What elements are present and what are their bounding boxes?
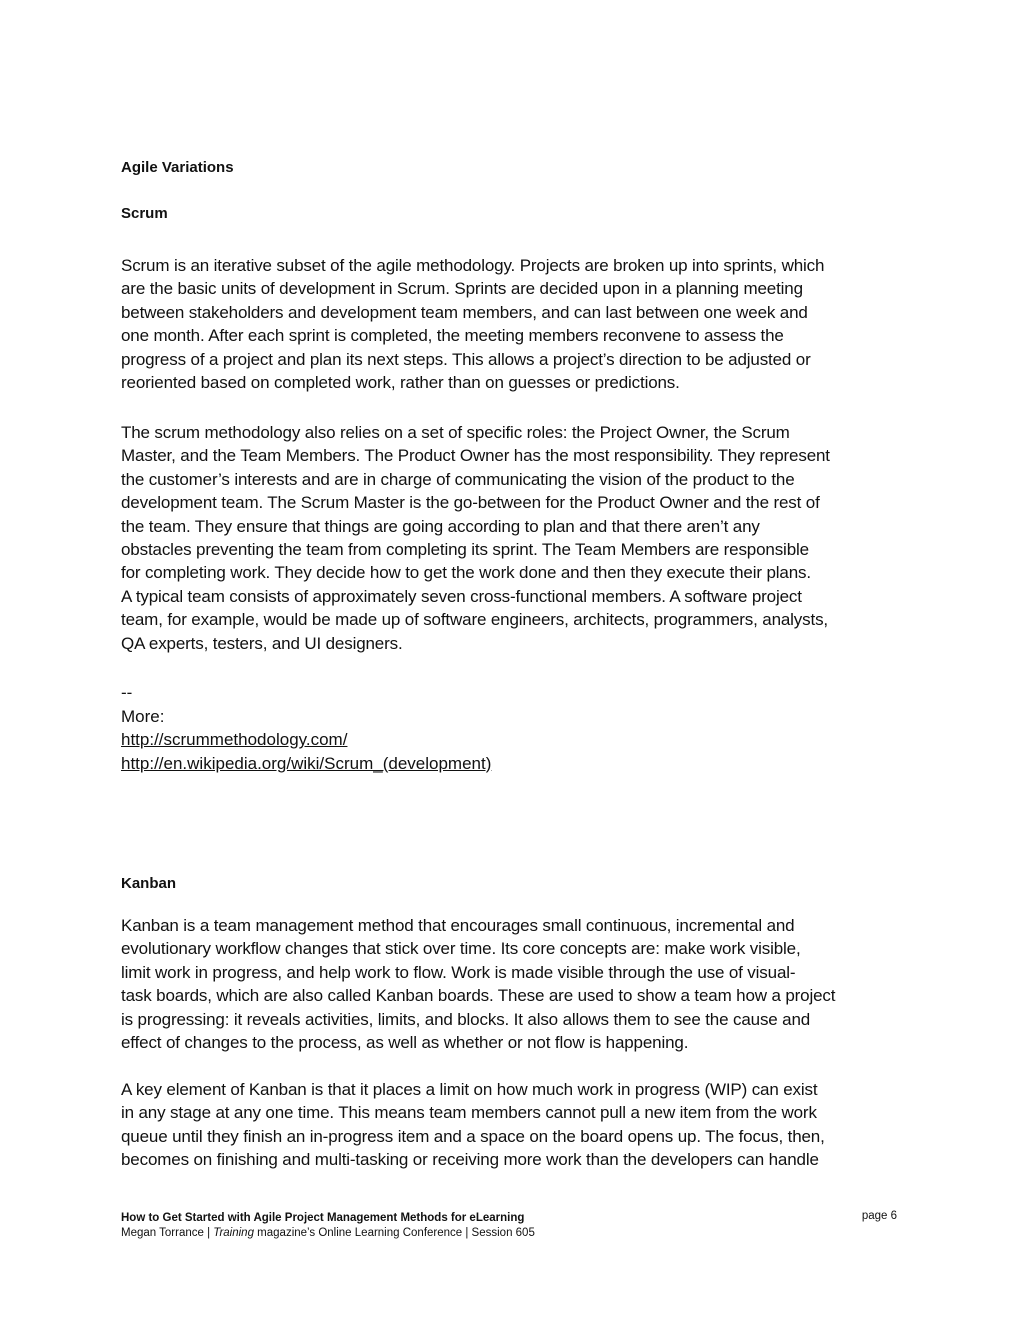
text-line: QA experts, testers, and UI designers. [121, 633, 403, 653]
separator: -- [121, 683, 133, 702]
footer-credit-rest: magazine’s Online Learning Conference | Session 605 [253, 1227, 535, 1239]
text-line: the team. They ensure that things are going according to plan and that there aren’t any [121, 516, 760, 536]
text-line: obstacles preventing the team from completing its sprint. The Team Members are responsible [121, 540, 809, 560]
footer-credit [121, 1226, 897, 1241]
text-line: queue until they finish an in-progress item and a space on the board opens up. The focus, then, [121, 1126, 825, 1146]
page-number: page 6 [861, 1210, 897, 1222]
text-line: evolutionary workflow changes that stick over time. Its core concepts are: make work visible, [121, 939, 801, 959]
text-line: The scrum methodology also relies on a set of specific roles: the Project Owner, the Scrum [121, 423, 790, 442]
more-label: More: [121, 706, 165, 726]
text-line: Master, and the Team Members. The Product Owner has the most responsibility. They represent [121, 446, 830, 466]
text-line: the customer’s interests and are in charge of communicating the vision of the product to the [121, 469, 795, 489]
page-footer [121, 1211, 897, 1241]
text-line: task boards, which are also called Kanban boards. These are used to show a team how a project [121, 986, 836, 1006]
subheading-kanban: Kanban [121, 875, 177, 892]
text-line: Kanban is a team management method that encourages small continuous, incremental and [121, 916, 795, 935]
footer-title: How to Get Started with Agile Project Management Methods for eLearning [121, 1212, 525, 1224]
kanban-paragraph-1 [121, 914, 911, 1054]
text-line: A key element of Kanban is that it places a limit on how much work in progress (WIP) can exist [121, 1080, 818, 1099]
link-wikipedia-scrum[interactable]: http://en.wikipedia.org/wiki/Scrum_(development) [121, 753, 492, 773]
text-line: Scrum is an iterative subset of the agile methodology. Projects are broken up into sprints, which [121, 256, 825, 275]
text-line: team, for example, would be made up of software engineers, architects, programmers, analysts, [121, 610, 828, 630]
text-line: effect of changes to the process, as well as whether or not flow is happening. [121, 1033, 689, 1053]
footer-magazine: Training [213, 1227, 254, 1239]
text-line: between stakeholders and development team members, and can last between one week and [121, 302, 808, 322]
text-line: one month. After each sprint is completed, the meeting members reconvene to assess the [121, 326, 784, 346]
subheading-scrum: Scrum [121, 205, 168, 222]
text-line: is progressing: it reveals activities, limits, and blocks. It also allows them to see the cause and [121, 1009, 811, 1029]
more-links-block [121, 681, 491, 775]
text-line: development team. The Scrum Master is the go-between for the Product Owner and the rest of [121, 493, 820, 513]
text-line: in any stage at any one time. This means team members cannot pull a new item from the work [121, 1103, 817, 1123]
text-line: are the basic units of development in Scrum. Sprints are decided upon in a planning meeting [121, 279, 803, 299]
footer-author: Megan Torrance | [121, 1227, 214, 1239]
link-scrummethodology[interactable]: http://scrummethodology.com/ [121, 730, 348, 749]
text-line: reoriented based on completed work, rather than on guesses or predictions. [121, 373, 680, 393]
text-line: becomes on finishing and multi-tasking or receiving more work than the developers can handle [121, 1150, 819, 1170]
text-line: A typical team consists of approximately seven cross-functional members. A software project [121, 586, 802, 606]
kanban-paragraph-2 [121, 1078, 911, 1172]
text-line: limit work in progress, and help work to flow. Work is made visible through the use of visual- [121, 962, 796, 982]
scrum-paragraph-1 [121, 254, 911, 394]
section-heading-agile-variations: Agile Variations [121, 159, 234, 176]
text-line: for completing work. They decide how to get the work done and then they execute their plans. [121, 563, 811, 583]
text-line: progress of a project and plan its next steps. This allows a project’s direction to be adjusted or [121, 349, 811, 369]
scrum-paragraph-2 [121, 421, 911, 655]
